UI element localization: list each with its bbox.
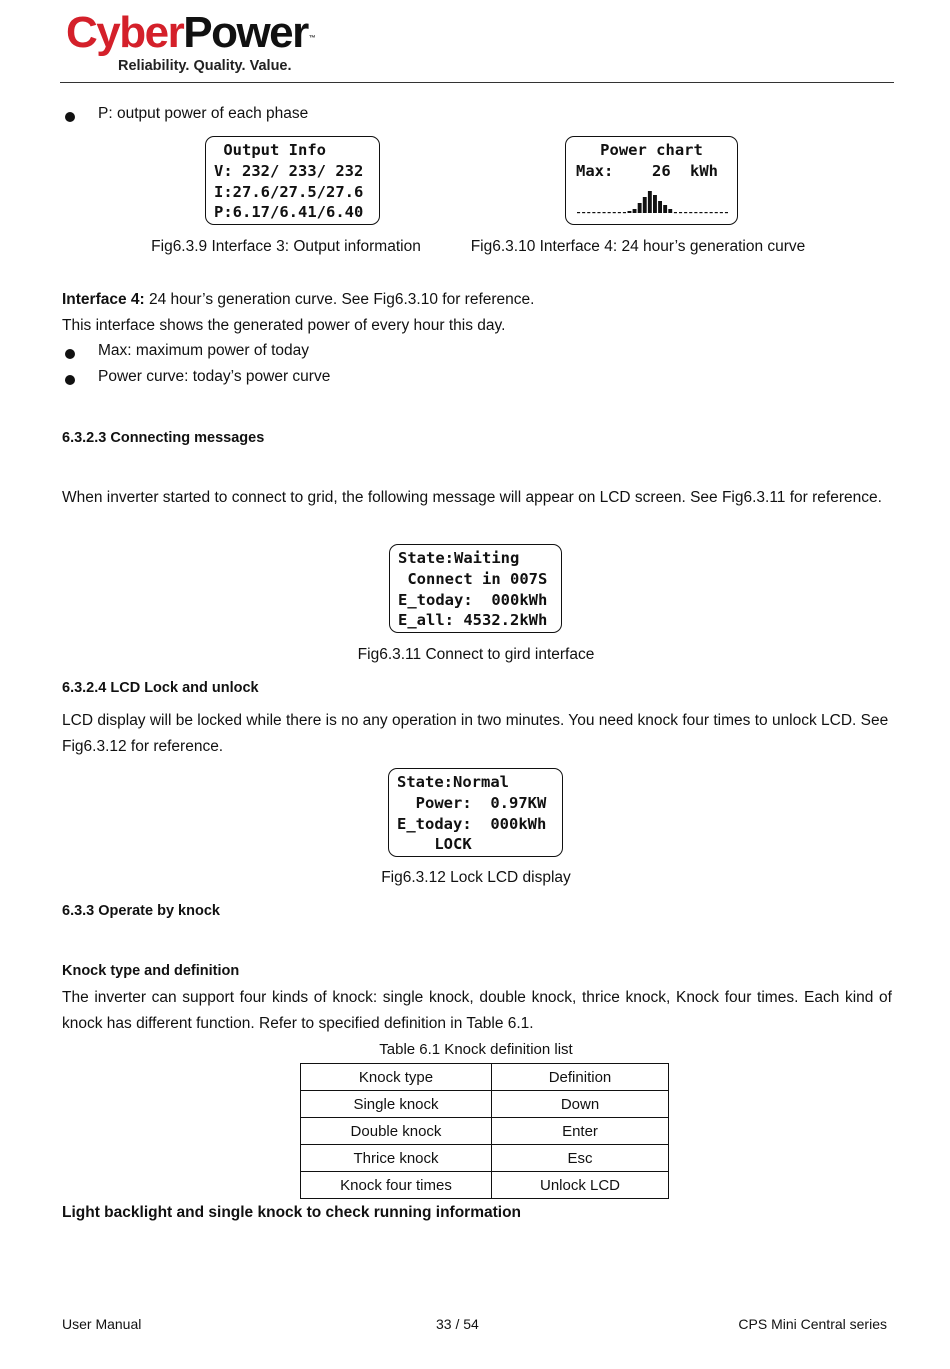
power-curve-baseline-dot xyxy=(613,212,616,213)
lcd-line: Connect in 007S xyxy=(398,569,548,588)
bullet-text: Max: maximum power of today xyxy=(98,342,310,359)
power-curve-baseline-dot xyxy=(587,212,590,213)
heading-knock-type: Knock type and definition xyxy=(62,963,240,979)
lcd-line: V: 232/ 233/ 232 xyxy=(214,161,364,180)
power-curve-baseline-dot xyxy=(705,212,708,213)
lcd-lock-display xyxy=(388,768,563,857)
knock-definition-table xyxy=(300,1063,669,1199)
lcd-line: E_today: 000kWh xyxy=(398,590,548,609)
table-cell: Knock four times xyxy=(301,1172,492,1199)
interface4-paragraph xyxy=(62,287,892,313)
table-cell: Double knock xyxy=(301,1118,492,1145)
power-curve-bar xyxy=(658,201,662,213)
interface4-desc: This interface shows the generated power of every hour this day. xyxy=(62,317,506,334)
power-chart-max-row xyxy=(576,161,727,182)
table-header-cell: Definition xyxy=(492,1064,669,1091)
lcd-line: E_all: 4532.2kWh xyxy=(398,611,548,630)
power-curve-bar xyxy=(663,205,667,213)
bullet-text: P: output power of each phase xyxy=(98,105,309,122)
power-curve-baseline-dot xyxy=(597,212,600,213)
power-curve-bar xyxy=(628,211,632,213)
power-curve-baseline-dot xyxy=(694,212,697,213)
power-curve-baseline-dot xyxy=(699,212,702,213)
power-curve-bar xyxy=(653,195,657,213)
lcd-output-info xyxy=(205,136,380,225)
table-cell: Thrice knock xyxy=(301,1145,492,1172)
footer-right: CPS Mini Central series xyxy=(738,1316,887,1332)
max-unit: kWh xyxy=(690,161,718,180)
heading-light-backlight: Light backlight and single knock to check running information xyxy=(62,1204,522,1221)
bullet-icon xyxy=(65,375,75,385)
power-curve-baseline-dot xyxy=(710,212,713,213)
power-chart-title: Power chart xyxy=(600,141,703,159)
power-curve-baseline-dot xyxy=(618,212,621,213)
table-cell: Unlock LCD xyxy=(492,1172,669,1199)
power-curve-baseline-dot xyxy=(592,212,595,213)
bullet-icon xyxy=(65,349,75,359)
power-curve-bar xyxy=(638,203,642,213)
lcd-line: State:Normal xyxy=(397,773,509,791)
lcd-power-chart xyxy=(565,136,738,225)
table-row xyxy=(301,1145,669,1172)
table-row xyxy=(301,1172,669,1199)
fig10-caption: Fig6.3.10 Interface 4: 24 hour’s generation curve xyxy=(470,238,806,255)
table-row xyxy=(301,1091,669,1118)
power-curve-baseline-dot xyxy=(577,212,580,213)
table-cell: Down xyxy=(492,1091,669,1118)
lcd-lock-paragraph: LCD display will be locked while there is no any operation in two minutes. You need knock four times to unlock LCD. See Fig6.3.12 for reference. xyxy=(62,712,889,755)
power-curve-baseline-dot xyxy=(582,212,585,213)
power-curve-baseline-dot xyxy=(715,212,718,213)
logo-cyber-text: Cyber xyxy=(66,8,184,57)
logo-tagline: Reliability. Quality. Value. xyxy=(118,58,292,74)
table-caption: Table 6.1 Knock definition list xyxy=(379,1041,573,1058)
lcd-line: Output Info xyxy=(214,141,326,159)
table-cell: Enter xyxy=(492,1118,669,1145)
power-curve-baseline-dot xyxy=(603,212,606,213)
lcd-connect-grid xyxy=(389,544,562,633)
footer-left: User Manual xyxy=(62,1316,142,1332)
heading-connecting-messages: 6.3.2.3 Connecting messages xyxy=(62,430,265,446)
cyberpower-logo xyxy=(66,8,314,58)
power-curve-baseline-dot xyxy=(720,212,723,213)
interface4-text: 24 hour’s generation curve. See Fig6.3.10 for reference. xyxy=(144,291,535,308)
table-header-row xyxy=(301,1064,669,1091)
power-curve-baseline-dot xyxy=(689,212,692,213)
power-curve-baseline-dot xyxy=(608,212,611,213)
table-row xyxy=(301,1118,669,1145)
lcd-line: State:Waiting xyxy=(398,549,520,567)
logo-power-text: Power xyxy=(183,8,308,57)
max-label: Max: xyxy=(576,161,614,180)
lcd-line: LOCK xyxy=(397,835,472,854)
lcd-line: I:27.6/27.5/27.6 xyxy=(214,182,364,201)
connecting-paragraph: When inverter started to connect to grid, the following message will appear on LCD screen. See Fig6.3.11 for reference. xyxy=(62,489,882,506)
lcd-line: P:6.17/6.41/6.40 xyxy=(214,203,364,222)
table-header-cell: Knock type xyxy=(301,1064,492,1091)
power-curve-bar xyxy=(648,191,652,213)
lcd-line: Power: 0.97KW xyxy=(397,793,547,812)
footer-page-number: 33 / 54 xyxy=(436,1316,479,1332)
power-curve-baseline-dot xyxy=(679,212,682,213)
power-curve-baseline-dot xyxy=(674,212,677,213)
heading-lcd-lock: 6.3.2.4 LCD Lock and unlock xyxy=(62,680,259,696)
power-curve-bar xyxy=(668,209,672,213)
knock-paragraph: The inverter can support four kinds of knock: single knock, double knock, thrice knock, Knock four times. Each kind of knock has different function. Refer to specified definition in Table 6.1. xyxy=(62,989,892,1032)
fig9-caption: Fig6.3.9 Interface 3: Output information xyxy=(151,238,421,255)
fig12-caption: Fig6.3.12 Lock LCD display xyxy=(381,869,571,886)
power-curve-chart xyxy=(576,189,729,219)
max-value: 26 xyxy=(652,161,671,180)
heading-operate-by-knock: 6.3.3 Operate by knock xyxy=(62,903,220,919)
fig11-caption: Fig6.3.11 Connect to gird interface xyxy=(357,646,595,663)
power-curve-baseline-dot xyxy=(725,212,728,213)
bullet-text: Power curve: today’s power curve xyxy=(98,368,331,385)
lcd-line: E_today: 000kWh xyxy=(397,814,547,833)
power-curve-bar xyxy=(643,197,647,213)
table-cell: Single knock xyxy=(301,1091,492,1118)
interface4-label: Interface 4: xyxy=(62,291,145,308)
power-curve-baseline-dot xyxy=(623,212,626,213)
table-cell: Esc xyxy=(492,1145,669,1172)
power-curve-baseline-dot xyxy=(684,212,687,213)
bullet-icon xyxy=(65,112,75,122)
power-curve-bar xyxy=(633,209,637,213)
logo-trademark: ™ xyxy=(308,35,315,42)
header-divider xyxy=(60,82,894,83)
